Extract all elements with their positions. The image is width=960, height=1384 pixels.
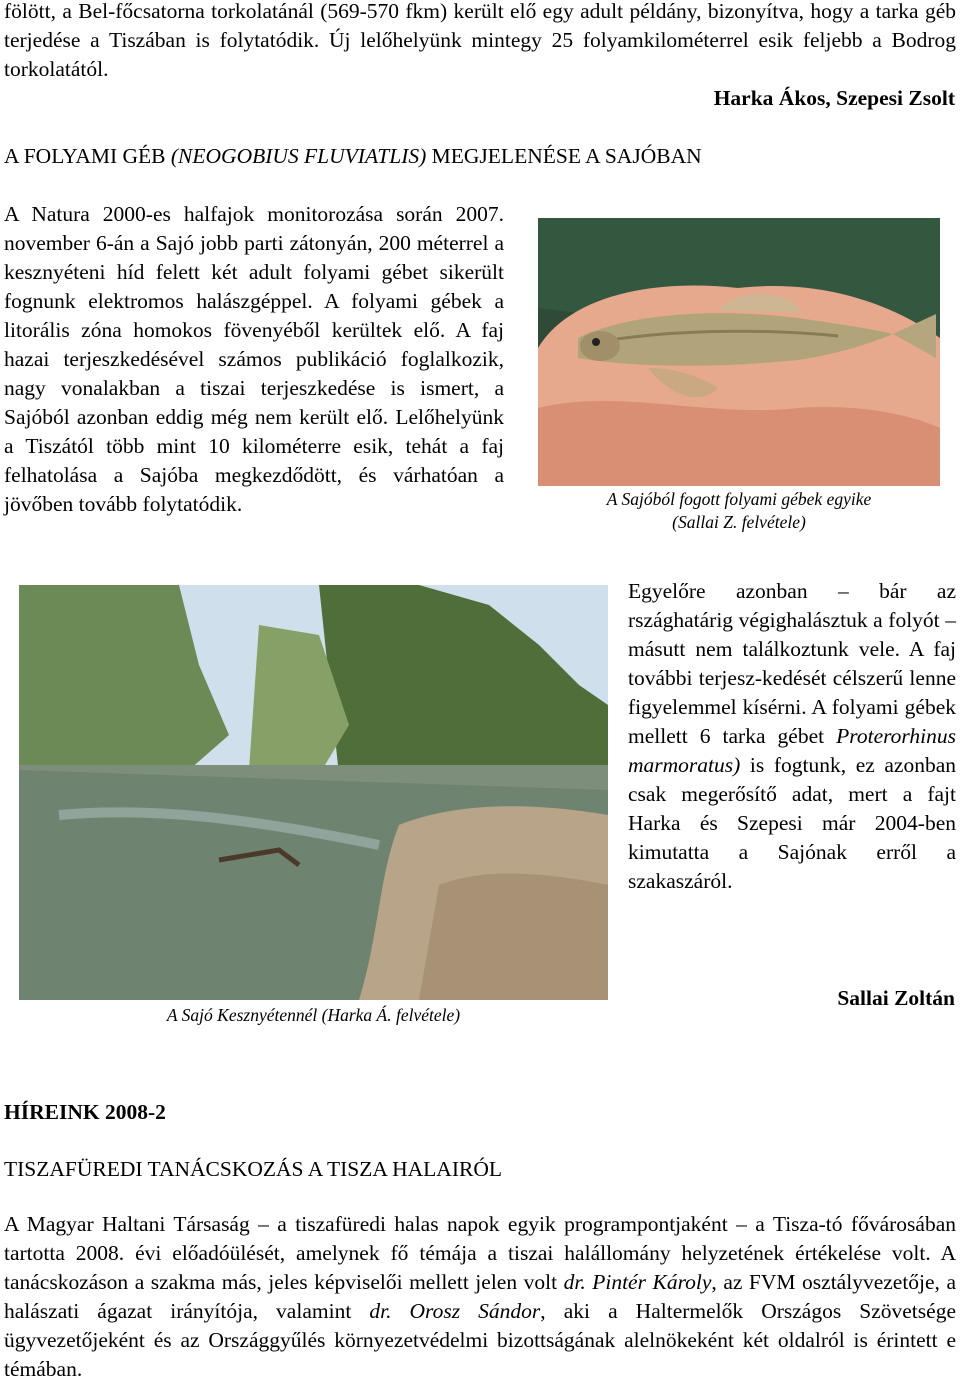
news-body-3: , aki a Haltermelők Országos Szövetsége ügyvezetőjeként és az Országgyűlés környezetvédelmi bizottságának alelnökeként két oldalról is érintett e témában.: [4, 1299, 956, 1381]
intro-paragraph: fölött, a Bel-főcsatorna torkolatánál (569-570 fkm) került elő egy adult példány, bizonyítva, hogy a tarka géb terjedése a Tiszában is folytatódik. Új lelőhelyünk mintegy 25 folyamkilométerrel esik feljebb a Bodrog torkolatától.: [4, 0, 956, 81]
news-body: [4, 1210, 956, 1384]
river-photo: [19, 585, 608, 1000]
news-section-title: HÍREINK 2008-2: [4, 1100, 166, 1124]
body-right-post: is fogtunk, ez azonban csak megerősítő adat, mert a fajt Harka és Szepesi már 2004-ben kimutatta a Sajónak erről a szakaszáról.: [628, 753, 956, 893]
news-title-2: dr.: [369, 1299, 392, 1323]
intro-authors: Harka Ákos, Szepesi Zsolt: [713, 86, 955, 110]
river-caption: A Sajó Kesznyétennél (Harka Á. felvétele): [166, 1005, 461, 1025]
article-heading: [4, 142, 702, 171]
article-author: Sallai Zoltán: [837, 986, 955, 1010]
fish-photo: [538, 218, 940, 486]
news-body-1: A Magyar Haltani Társaság – a tiszafüredi halas napok egyik programpontjaként – a Tisza-tó fővárosában tartotta 2008. évi előadóülését, amelynek fő témája a tiszai halállomány helyzetének értékelése volt. A tanácskozáson a szakma más, jeles képviselői mellett jelen volt: [4, 1212, 956, 1294]
news-name-1: Pintér Károly: [585, 1270, 712, 1294]
body-right-pre: Egyelőre azonban – bár az rszághatárig végighalásztuk a folyót – másutt nem találkoztunk vele. A faj további terjesz-kedését célszerű lenne figyelemmel kísérni. A folyami gébek mellett 6 tarka gébet: [628, 579, 956, 748]
article-body-left: A Natura 2000-es halfajok monitorozása során 2007. november 6-án a Sajó jobb parti zátonyán, 200 méterrel a kesznyéteni híd felett két adult folyami gébet sikerült fognunk elektromos halászgéppel. A folyami gébek a litorális zóna homokos fövenyéből kerültek elő. A faj hazai terjeszkedésével számos publikáció foglalkozik, nagy vonalakban a tiszai terjeszkedése is ismert, a Sajóból azonban eddig még nem került elő. Lelőhelyünk a Tiszától több mint 10 kilométerre esik, tehát a faj felhatolása a Sajóba megkezdődött, és várhatóan a jövőben tovább folytatódik.: [4, 202, 504, 516]
article-body-right: [628, 577, 956, 896]
heading-text-post: MEGJELENÉSE A SAJÓBAN: [426, 144, 702, 168]
body-right-species: Proterorhinus marmoratus): [628, 724, 956, 777]
heading-species-name: (NEOGOBIUS FLUVIATLIS): [170, 144, 427, 168]
news-title-1: dr.: [563, 1270, 586, 1294]
fish-caption: [538, 488, 940, 534]
news-heading: TISZAFÜREDI TANÁCSKOZÁS A TISZA HALAIRÓL: [4, 1157, 502, 1181]
fish-caption-line1: A Sajóból fogott folyami gébek egyike: [606, 489, 872, 509]
heading-text-pre: A FOLYAMI GÉB: [4, 144, 171, 168]
news-body-2: , az FVM osztályvezetője, a halászati ágazat irányítója, valamint: [4, 1270, 957, 1323]
fish-caption-line2: (Sallai Z. felvétele): [672, 512, 806, 532]
news-name-2: Orosz Sándor: [391, 1299, 541, 1323]
